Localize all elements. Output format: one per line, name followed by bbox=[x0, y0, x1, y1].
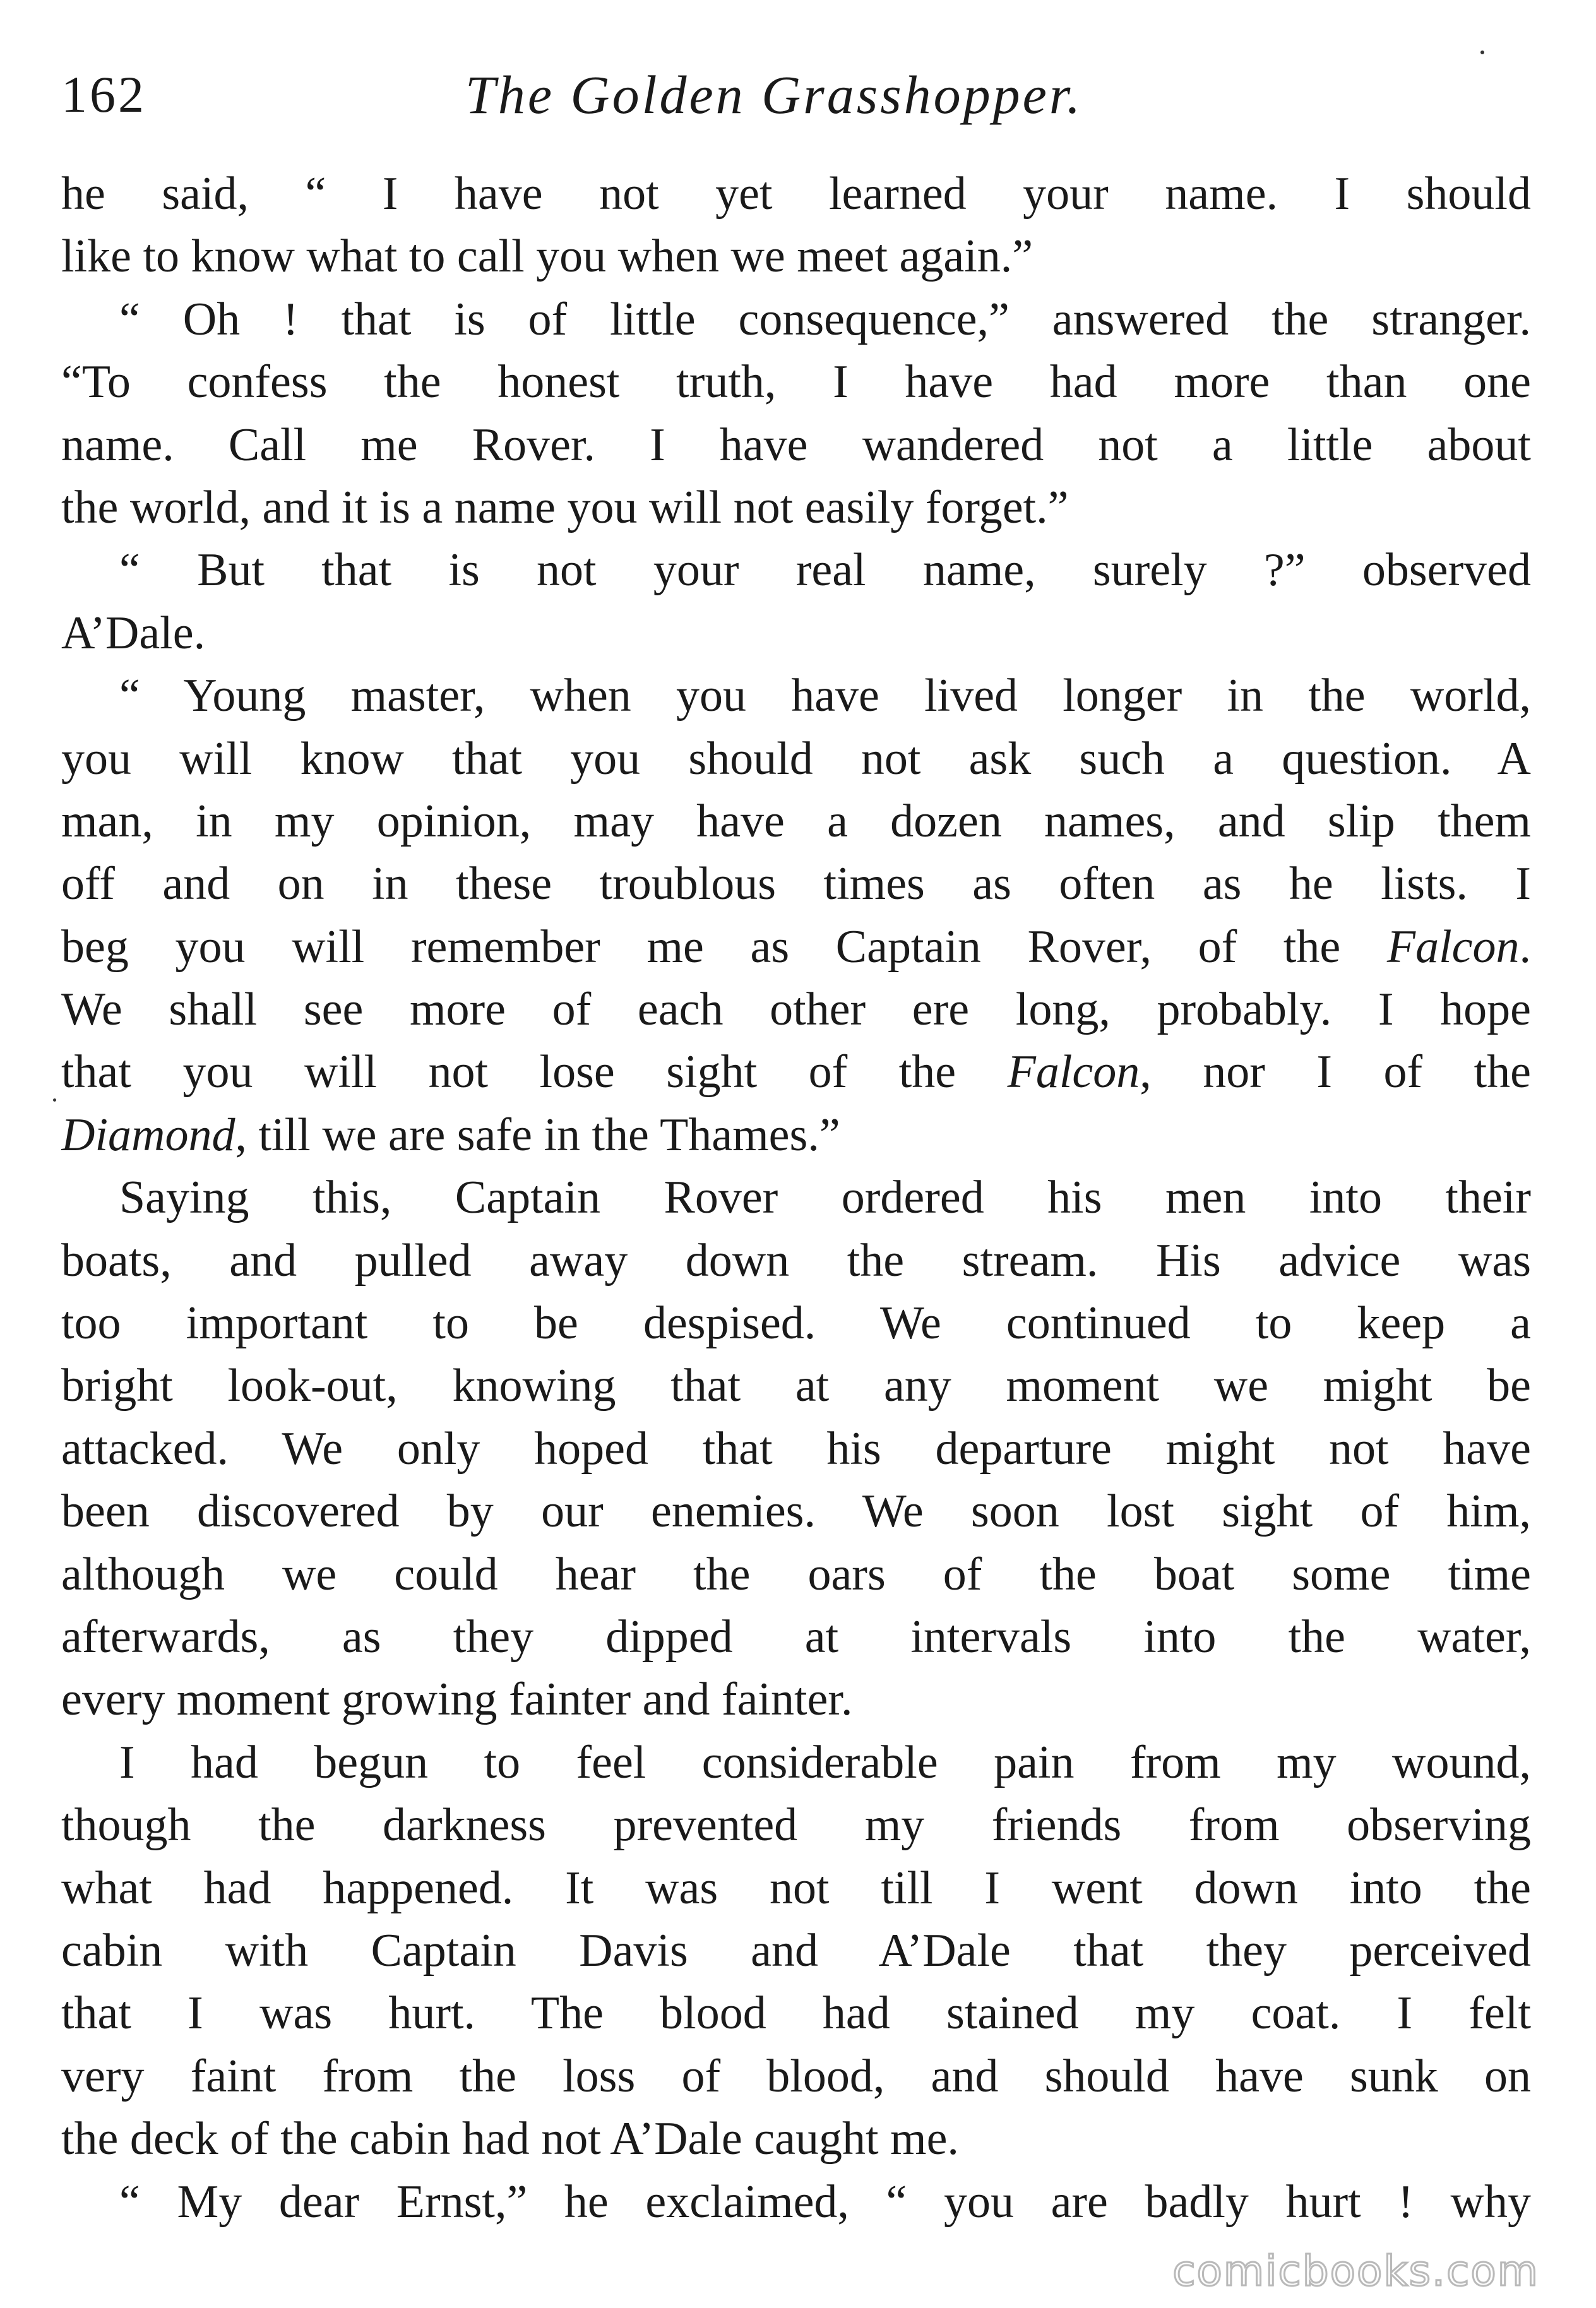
text-line: A’Dale. bbox=[61, 607, 206, 659]
print-speck bbox=[53, 1098, 56, 1102]
text-line: that you will not lose sight of the Falcon, nor I of the bbox=[61, 1046, 1531, 1098]
text-line: afterwards, as they dipped at intervals into the water, bbox=[61, 1610, 1531, 1663]
text-line: “ Young master, when you have lived longer in the world, bbox=[119, 670, 1531, 722]
text-line: bright look-out, knowing that at any moment we might be bbox=[61, 1360, 1531, 1412]
text-line: the world, and it is a name you will not easily forget.” bbox=[61, 481, 1069, 533]
text-line: I had begun to feel considerable pain from my wound, bbox=[119, 1736, 1531, 1788]
text-line: beg you will remember me as Captain Rover, of the Falcon. bbox=[61, 920, 1531, 973]
text-line: “ But that is not your real name, surely ?” observed bbox=[119, 544, 1531, 597]
running-title: The Golden Grasshopper. bbox=[465, 64, 1083, 125]
page-number: 162 bbox=[61, 66, 146, 123]
ship-name: Diamond bbox=[61, 1109, 235, 1161]
text-line: although we could hear the oars of the boat some time bbox=[61, 1548, 1531, 1600]
text-line: We shall see more of each other ere long, probably. I hope bbox=[61, 984, 1531, 1036]
text-line: like to know what to call you when we meet again.” bbox=[61, 230, 1033, 283]
text-line: “To confess the honest truth, I have had more than one bbox=[61, 356, 1531, 408]
text-line: the deck of the cabin had not A’Dale caught me. bbox=[61, 2113, 959, 2165]
text-line: been discovered by our enemies. We soon lost sight of him, bbox=[61, 1485, 1531, 1538]
text-line: every moment growing fainter and fainter. bbox=[61, 1674, 853, 1726]
text-line: too important to be despised. We continued to keep a bbox=[61, 1297, 1531, 1350]
text-line: man, in my opinion, may have a dozen names, and slip them bbox=[61, 795, 1531, 847]
text-line: he said, “ I have not yet learned your name. I should bbox=[61, 168, 1531, 220]
text-line: you will know that you should not ask such a question. A bbox=[61, 732, 1531, 785]
text-line: “ My dear Ernst,” he exclaimed, “ you are badly hurt ! why bbox=[119, 2175, 1531, 2228]
text-line: name. Call me Rover. I have wandered not a little about bbox=[61, 419, 1531, 471]
ship-name: Falcon bbox=[1007, 1046, 1140, 1098]
text-line: cabin with Captain Davis and A’Dale that they perceived bbox=[61, 1924, 1531, 1977]
text-line: that I was hurt. The blood had stained my coat. I felt bbox=[61, 1987, 1531, 2040]
text-line: very faint from the loss of blood, and should have sunk on bbox=[61, 2050, 1531, 2102]
body-text bbox=[61, 163, 1531, 2234]
text-line: Saying this, Captain Rover ordered his men into their bbox=[119, 1172, 1531, 1224]
text-line: boats, and pulled away down the stream. His advice was bbox=[61, 1234, 1531, 1287]
text-line: “ Oh ! that is of little consequence,” answered the stranger. bbox=[119, 293, 1531, 345]
watermark: comicbooks.com bbox=[1172, 2247, 1539, 2295]
text-line: what had happened. It was not till I went down into the bbox=[61, 1862, 1531, 1914]
ship-name: Falcon bbox=[1386, 920, 1520, 973]
text-line: off and on in these troublous times as often as he lists. I bbox=[61, 858, 1531, 910]
print-speck bbox=[1480, 51, 1484, 54]
text-line: though the darkness prevented my friends from observing bbox=[61, 1799, 1531, 1852]
text-line: Diamond, till we are safe in the Thames.” bbox=[61, 1109, 840, 1161]
text-line: attacked. We only hoped that his departure might not have bbox=[61, 1422, 1531, 1475]
page-header bbox=[61, 60, 1539, 129]
